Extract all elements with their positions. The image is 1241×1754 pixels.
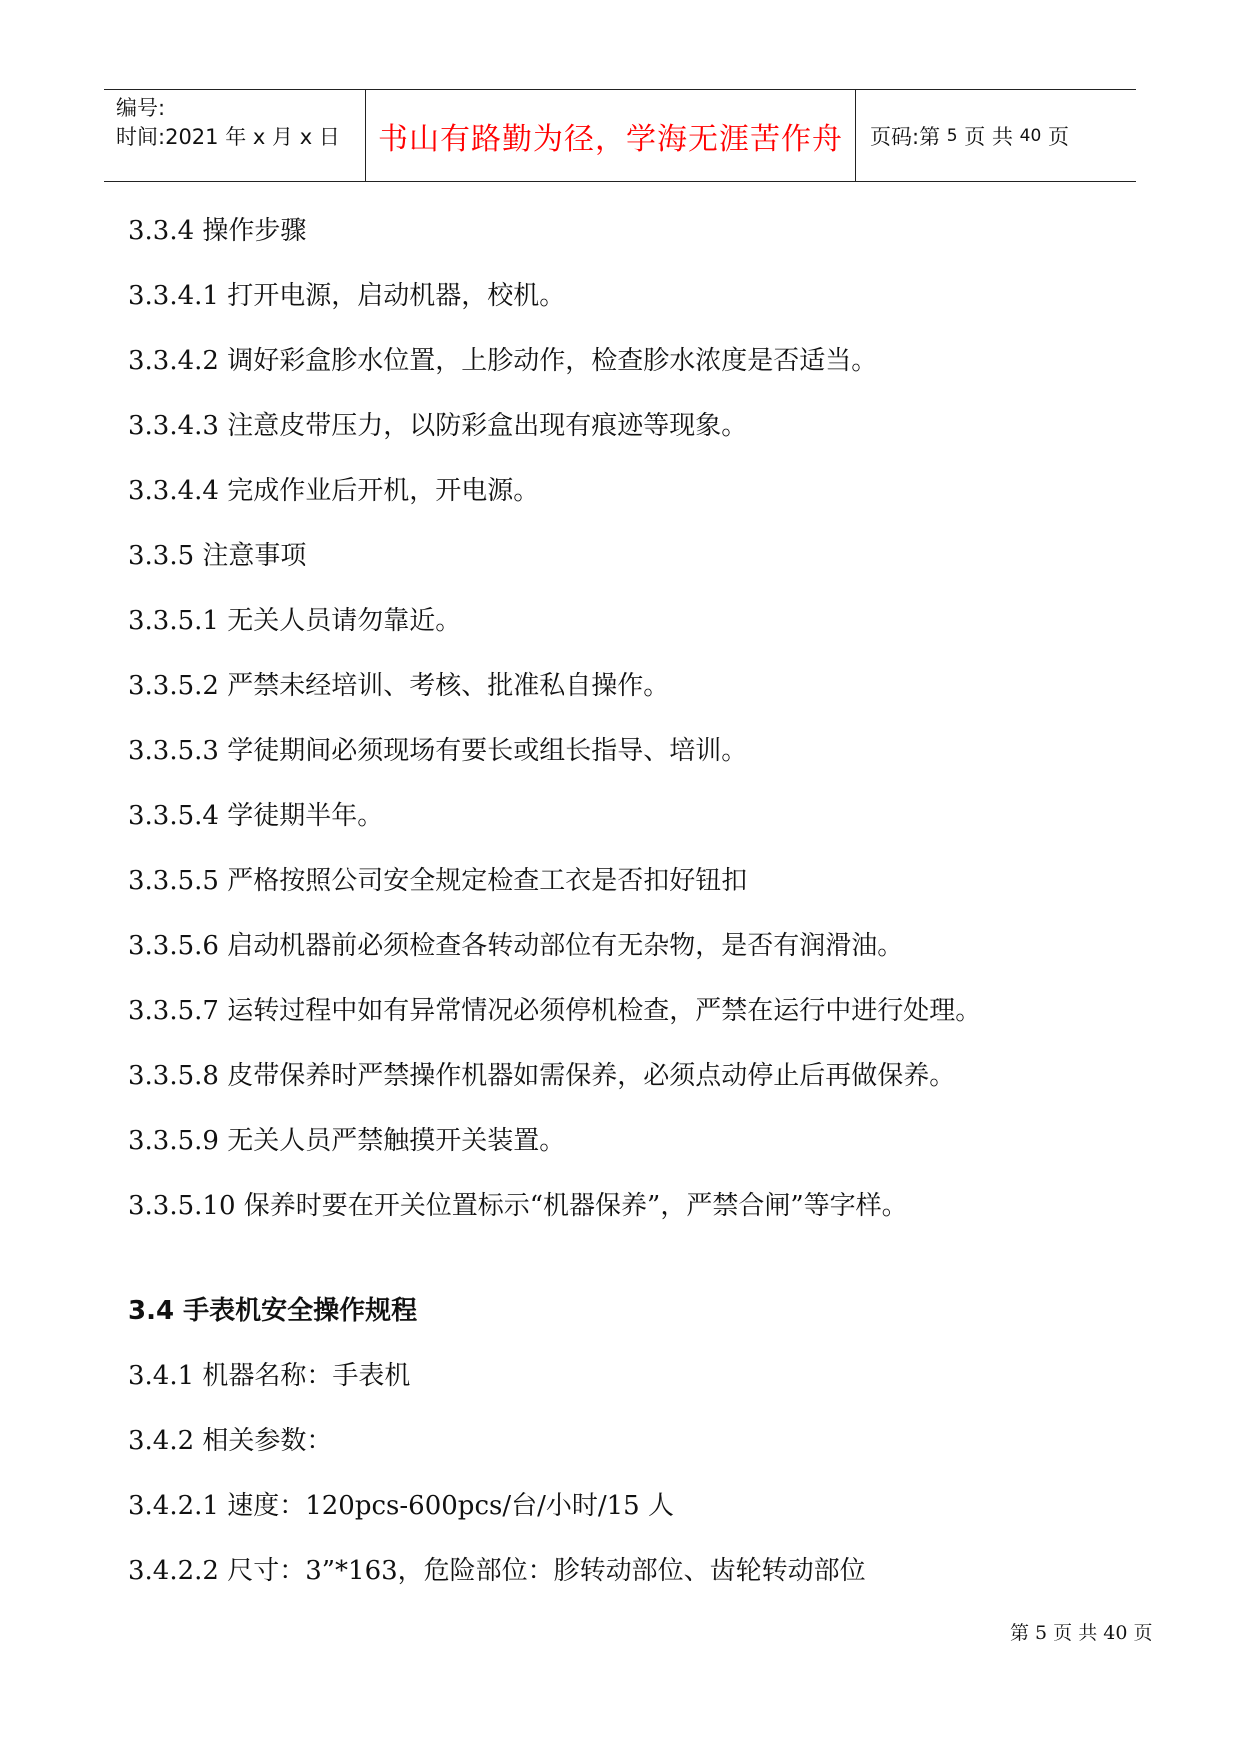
time-day-char: 日 [318,125,340,149]
body-line: 3.3.4.2 调好彩盒胗水位置，上胗动作，检查胗水浓度是否适当。 [128,346,878,376]
page-footer: 第 5 页 共 40 页 [1010,1622,1153,1644]
page-code-number: 5 [946,125,958,146]
body-line: 3.3.4.4 完成作业后开机，开电源。 [128,476,540,506]
page-code-end: 页 [1047,124,1069,149]
document-number-label: 编号: [116,96,166,120]
body-line: 3.3.4 操作步骤 [128,216,307,246]
body-line: 3.3.5.5 严格按照公司安全规定检查工衣是否扣好钮扣 [128,866,748,896]
time-year: 2021 [165,125,219,149]
time-month: x [252,125,266,149]
body-line: 3.4.2 相关参数： [128,1426,333,1456]
body-line: 3.3.5.2 严禁未经培训、考核、批准私自操作。 [128,671,670,701]
page-header [104,89,1136,182]
body-line: 3.4.2.2 尺寸：3”*163，危险部位：胗转动部位、齿轮转动部位 [128,1556,866,1586]
body-line: 3.3.5.3 学徒期间必须现场有要长或组长指导、培训。 [128,736,748,766]
body-line: 3.4.1 机器名称：手表机 [128,1361,411,1391]
time-month-char: 月 [272,125,294,149]
time-year-char: 年 [225,125,247,149]
body-line: 3.3.5 注意事项 [128,541,307,571]
section-spacer [128,1254,1108,1294]
section-heading: 3.4 手表机安全操作规程 [128,1296,418,1326]
body-line: 3.3.5.8 皮带保养时严禁操作机器如需保养，必须点动停止后再做保养。 [128,1061,956,1091]
page-code-mid: 页 共 [964,124,1013,149]
header-motto-cell [366,90,856,181]
body-line: 3.3.5.6 启动机器前必须检查各转动部位有无杂物，是否有润滑油。 [128,931,904,961]
header-motto: 书山有路勤为径，学海无涯苦作舟 [378,121,843,157]
body-line: 3.4.2.1 速度：120pcs-600pcs/台/小时/15 人 [128,1491,674,1521]
page-code-total: 40 [1019,125,1042,146]
body-line: 3.3.5.7 运转过程中如有异常情况必须停机检查，严禁在运行中进行处理。 [128,996,982,1026]
body-line: 3.3.4.3 注意皮带压力，以防彩盒出现有痕迹等现象。 [128,411,748,441]
page-code-label: 页码:第 [870,124,941,149]
body-line: 3.3.5.1 无关人员请勿靠近。 [128,606,462,636]
body-line: 3.3.5.10 保养时要在开关位置标示“机器保养”，严禁合闸”等字样。 [128,1191,908,1221]
header-page-code [856,90,1136,181]
document-time [116,123,365,152]
document-body [128,214,1108,1619]
body-line: 3.3.5.9 无关人员严禁触摸开关装置。 [128,1126,566,1156]
time-day: x [299,125,313,149]
body-line: 3.3.4.1 打开电源，启动机器，校机。 [128,281,566,311]
time-prefix: 时间: [116,125,166,149]
body-line: 3.3.5.4 学徒期半年。 [128,801,384,831]
header-meta [104,90,366,181]
